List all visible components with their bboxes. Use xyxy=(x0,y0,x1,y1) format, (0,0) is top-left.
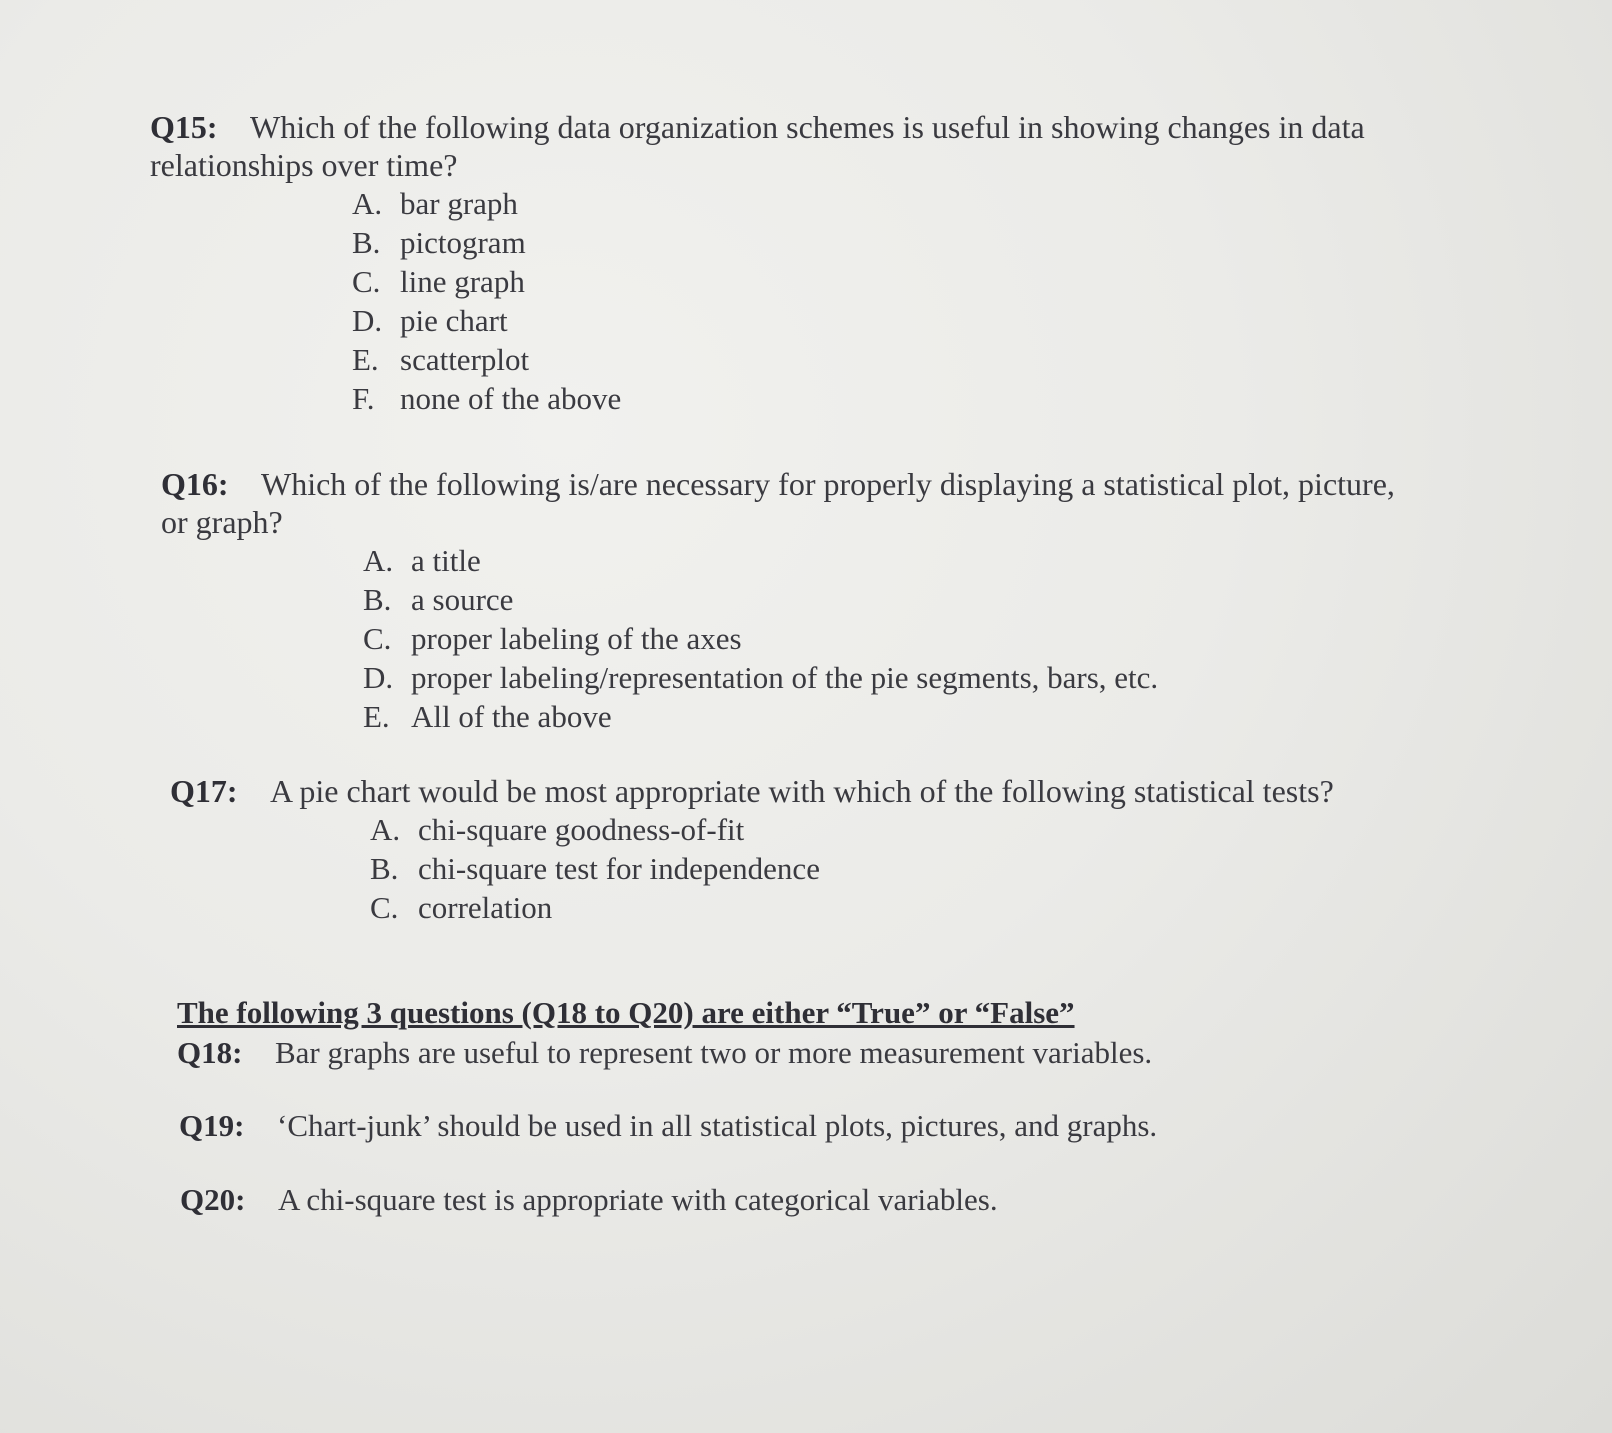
answer-options xyxy=(363,541,1597,736)
question-number: Q16: xyxy=(161,466,229,502)
question-19 xyxy=(179,1108,1157,1144)
question-17 xyxy=(170,772,1334,927)
question-15 xyxy=(150,108,1365,418)
option-e: E. All of the above xyxy=(363,699,612,734)
question-number: Q19: xyxy=(179,1108,245,1143)
option-a: A. chi-square goodness-of-fit xyxy=(370,812,745,847)
option-d: D. proper labeling/representation of the pie segments, bars, etc. xyxy=(363,660,1159,695)
question-text-line-2: or graph? xyxy=(161,504,283,540)
option-a: A. bar graph xyxy=(352,186,518,221)
answer-options xyxy=(370,810,1534,927)
question-text: Bar graphs are useful to represent two or more measurement variables. xyxy=(275,1035,1153,1070)
question-text: A chi-square test is appropriate with categorical variables. xyxy=(278,1182,998,1217)
true-false-heading: The following 3 questions (Q18 to Q20) are either “True” or “False” xyxy=(177,995,1075,1030)
question-text-line-1: Which of the following data organization schemes is useful in showing changes in data xyxy=(250,109,1365,145)
option-b: B. pictogram xyxy=(352,225,526,260)
question-18 xyxy=(177,1035,1152,1071)
question-text-line-1: Which of the following is/are necessary for properly displaying a statistical plot, picture, xyxy=(261,466,1395,502)
option-c: C. proper labeling of the axes xyxy=(363,621,742,656)
option-d: D. pie chart xyxy=(352,303,508,338)
option-c: C. correlation xyxy=(370,890,553,925)
question-text: ‘Chart-junk’ should be used in all statistical plots, pictures, and graphs. xyxy=(277,1108,1158,1143)
option-b: B. a source xyxy=(363,582,514,617)
question-number: Q17: xyxy=(170,773,238,809)
question-number: Q15: xyxy=(150,109,218,145)
option-f: F. none of the above xyxy=(352,381,622,416)
question-16 xyxy=(161,465,1395,736)
question-text-line-2: relationships over time? xyxy=(150,147,458,183)
option-a: A. a title xyxy=(363,543,481,578)
option-e: E. scatterplot xyxy=(352,342,530,377)
answer-options xyxy=(352,184,1567,418)
question-number: Q20: xyxy=(180,1182,246,1217)
question-number: Q18: xyxy=(177,1035,243,1070)
question-text-line-1: A pie chart would be most appropriate with which of the following statistical tests? xyxy=(270,773,1334,809)
option-c: C. line graph xyxy=(352,264,525,299)
question-20 xyxy=(180,1182,998,1218)
option-b: B. chi-square test for independence xyxy=(370,851,820,886)
